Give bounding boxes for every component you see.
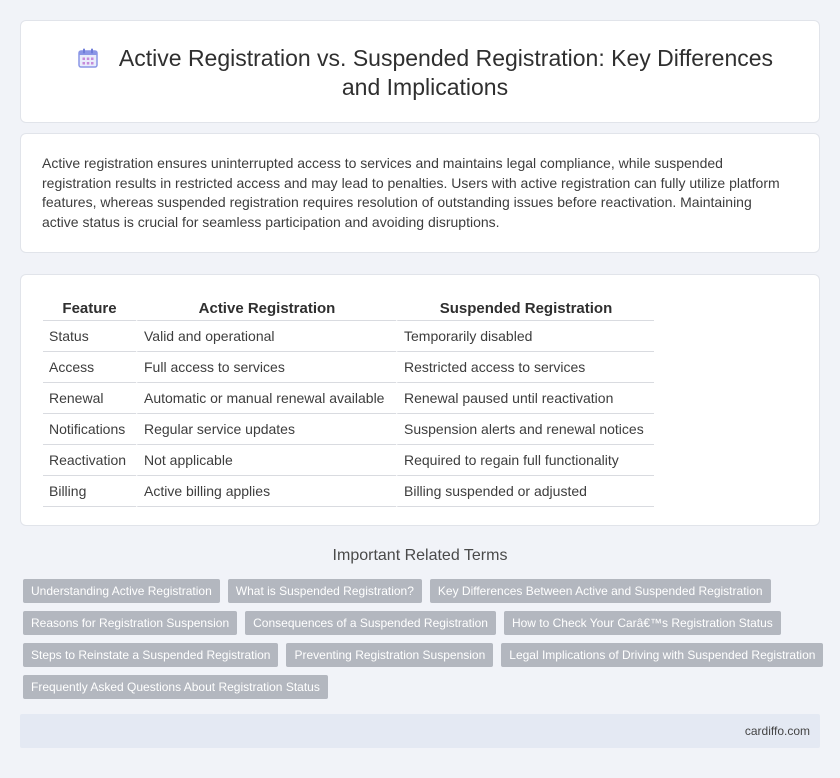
cell-suspended: Renewal paused until reactivation <box>396 383 654 414</box>
table-row <box>43 383 654 414</box>
cell-feature: Access <box>43 352 136 383</box>
intro-card <box>20 133 820 253</box>
comparison-table <box>43 295 654 507</box>
cell-active: Not applicable <box>136 445 396 476</box>
title-card <box>20 20 820 123</box>
related-tag[interactable]: Preventing Registration Suspension <box>286 643 493 667</box>
tag-row <box>23 611 823 635</box>
tag-row <box>23 675 823 699</box>
table-row <box>43 414 654 445</box>
footer <box>20 714 820 748</box>
tag-row <box>23 643 823 667</box>
related-tag[interactable]: Frequently Asked Questions About Registration Status <box>23 675 328 699</box>
footer-site-link[interactable]: cardiffo.com <box>744 724 810 738</box>
related-tag[interactable]: Understanding Active Registration <box>23 579 220 603</box>
cell-suspended: Temporarily disabled <box>396 321 654 352</box>
related-tag[interactable]: Consequences of a Suspended Registration <box>245 611 496 635</box>
calendar-icon <box>77 47 99 69</box>
comparison-table-card <box>20 274 820 526</box>
related-tag[interactable]: Key Differences Between Active and Suspended Registration <box>430 579 771 603</box>
cell-active: Active billing applies <box>136 476 396 507</box>
page-title: Active Registration vs. Suspended Registration: Key Differences and Implications <box>118 45 774 100</box>
table-row <box>43 445 654 476</box>
header-suspended: Suspended Registration <box>396 295 654 321</box>
page-title-wrap <box>61 44 789 102</box>
cell-feature: Renewal <box>43 383 136 414</box>
cell-suspended: Suspension alerts and renewal notices <box>396 414 654 445</box>
related-terms-title: Important Related Terms <box>332 547 508 564</box>
cell-active: Full access to services <box>136 352 396 383</box>
table-header-row <box>43 295 654 321</box>
cell-suspended: Required to regain full functionality <box>396 445 654 476</box>
intro-paragraph: Active registration ensures uninterrupted access to services and maintains legal compliance, while suspended registration results in restricted access and may lead to penalties. Users with active registration can fully utilize platform features, whereas suspended registration requires resolution of outstanding issues before reactivation. Maintaining active status is crucial for seamless participation and avoiding disruptions. <box>42 155 780 230</box>
table-row <box>43 352 654 383</box>
cell-feature: Billing <box>43 476 136 507</box>
cell-suspended: Restricted access to services <box>396 352 654 383</box>
table-row <box>43 321 654 352</box>
related-terms-tags <box>23 579 823 707</box>
cell-active: Regular service updates <box>136 414 396 445</box>
related-tag[interactable]: Legal Implications of Driving with Suspended Registration <box>501 643 823 667</box>
cell-active: Automatic or manual renewal available <box>136 383 396 414</box>
cell-feature: Status <box>43 321 136 352</box>
related-tag[interactable]: How to Check Your Carâ€™s Registration Status <box>504 611 781 635</box>
table-row <box>43 476 654 507</box>
related-tag[interactable]: Steps to Reinstate a Suspended Registration <box>23 643 278 667</box>
cell-feature: Reactivation <box>43 445 136 476</box>
related-tag[interactable]: Reasons for Registration Suspension <box>23 611 237 635</box>
related-tag[interactable]: What is Suspended Registration? <box>228 579 422 603</box>
header-active: Active Registration <box>136 295 396 321</box>
cell-active: Valid and operational <box>136 321 396 352</box>
tag-row <box>23 579 823 603</box>
cell-suspended: Billing suspended or adjusted <box>396 476 654 507</box>
cell-feature: Notifications <box>43 414 136 445</box>
header-feature: Feature <box>43 295 136 321</box>
